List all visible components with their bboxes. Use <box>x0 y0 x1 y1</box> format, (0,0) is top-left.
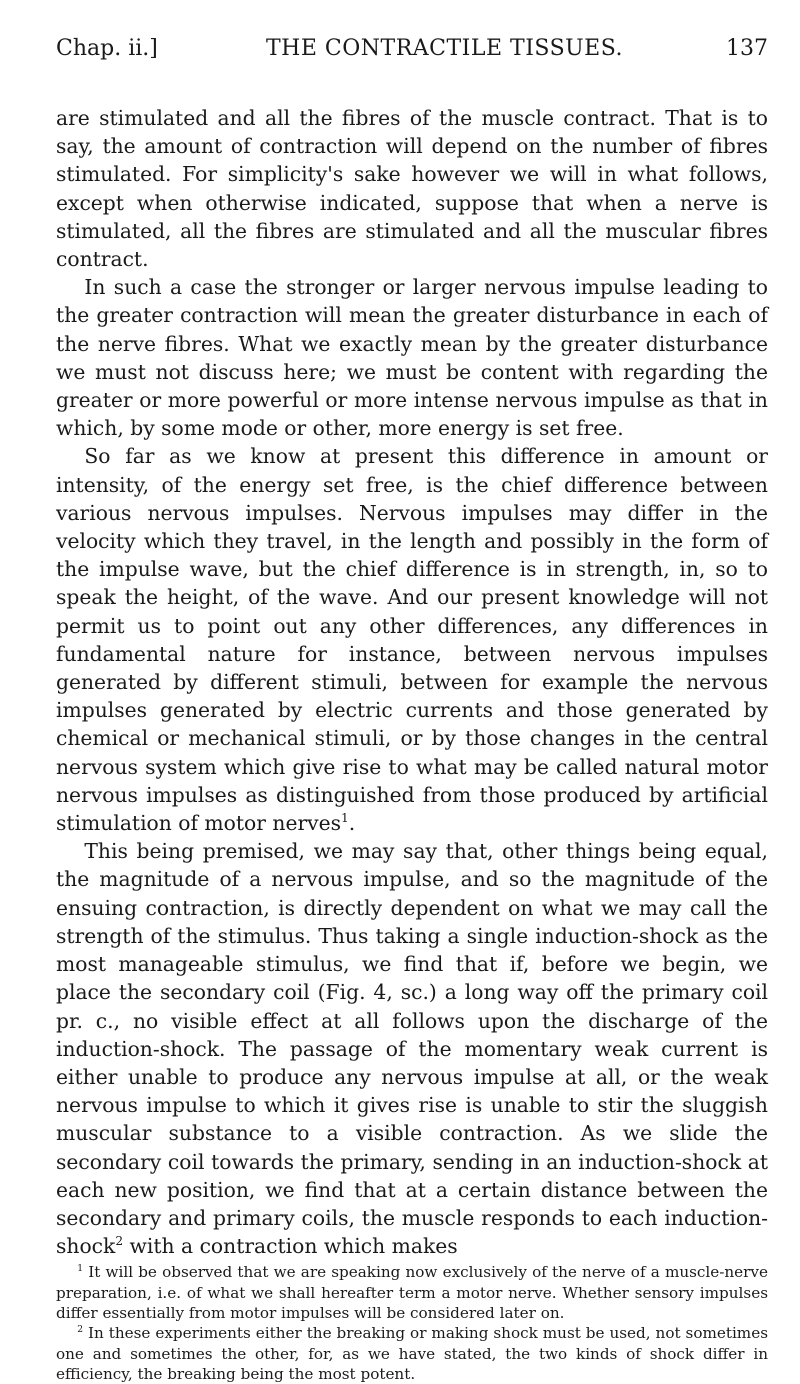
footnote-marker: 2 <box>77 1325 84 1336</box>
footnote: $^2$ In these experiments either the breaking or making shock must be used, not sometimes one and sometimes the other, for, as we have stated, the two kinds of shock differ in efficiency, the breaking being the most potent. <box>56 1324 768 1383</box>
paragraph: In such a case the stronger or larger nervous impulse leading to the greater contraction will mean the greater disturbance in each of the nerve fibres. What we exactly mean by the greater disturbance we must not discuss here; we must be content with regarding the greater or more powerful or more intense nervous impulse as that in which, by some mode or other, more energy is set free. <box>56 275 768 441</box>
paragraph: So far as we know at present this difference in amount or intensity, of the energy set free, is the chief difference between various nervous impulses. Nervous impulses may differ in the velocity which they travel, in the length and possibly in the form of the impulse wave, but the chief difference is in strength, in, so to speak the height, of the wave. And our present knowledge will not permit us to point out any other differences, any differences in fundamental nature for instance, between nervous impulses generated by different stimuli, between for example the nervous impulses generated by electric currents and those generated by chemical or mechanical stimuli, or by those changes in the central nervous system which give rise to what may be called natural motor nervous impulses as distinguished from those produced by artificial stimulation of motor nerves$^1$. <box>56 444 768 836</box>
running-head <box>56 36 768 70</box>
paragraph: This being premised, we may say that, other things being equal, the magnitude of a nervous impulse, and so the magnitude of the ensuing contraction, is directly dependent on what we may call the strength of the stimulus. Thus taking a single induction-shock as the most manageable stimulus, we find that if, before we begin, we place the secondary coil (Fig. 4, sc.) a long way off the primary coil pr. c., no visible effect at all follows upon the discharge of the induction-shock. The passage of the momentary weak current is either unable to produce any nervous impulse at all, or the weak nervous impulse to which it gives rise is unable to stir the sluggish muscular substance to a visible contraction. As we slide the secondary coil towards the primary, sending in an induction-shock at each new position, we find that at a certain distance between the secondary and primary coils, the muscle responds to each induction-shock$^2$ with a contraction which makes <box>56 839 768 1259</box>
footnote-marker: 1 <box>77 1264 84 1275</box>
footnotes <box>56 1262 768 1384</box>
body-text <box>56 104 768 1260</box>
footnote: $^1$ It will be observed that we are speaking now exclusively of the nerve of a muscle-nerve preparation, i.e. of what we shall hereafter term a motor nerve. Whether sensory impulses differ essentially from motor impulses will be considered later on. <box>56 1263 768 1322</box>
page-number: 137 <box>726 36 768 61</box>
footnote-reference: 2 <box>115 1234 124 1249</box>
chapter-title: THE CONTRACTILE TISSUES. <box>266 36 624 61</box>
paragraph: are stimulated and all the fibres of the muscle contract. That is to say, the amount of contraction will depend on the number of fibres stimulated. For simplicity's sake however we will in what follows, except when otherwise indicated, suppose that when a nerve is stimulated, all the fibres are stimulated and all the muscular fibres contract. <box>56 106 768 272</box>
book-page <box>56 36 768 1384</box>
footnote-reference: 1 <box>341 811 349 826</box>
chapter-label: Chap. ii.] <box>56 36 158 61</box>
